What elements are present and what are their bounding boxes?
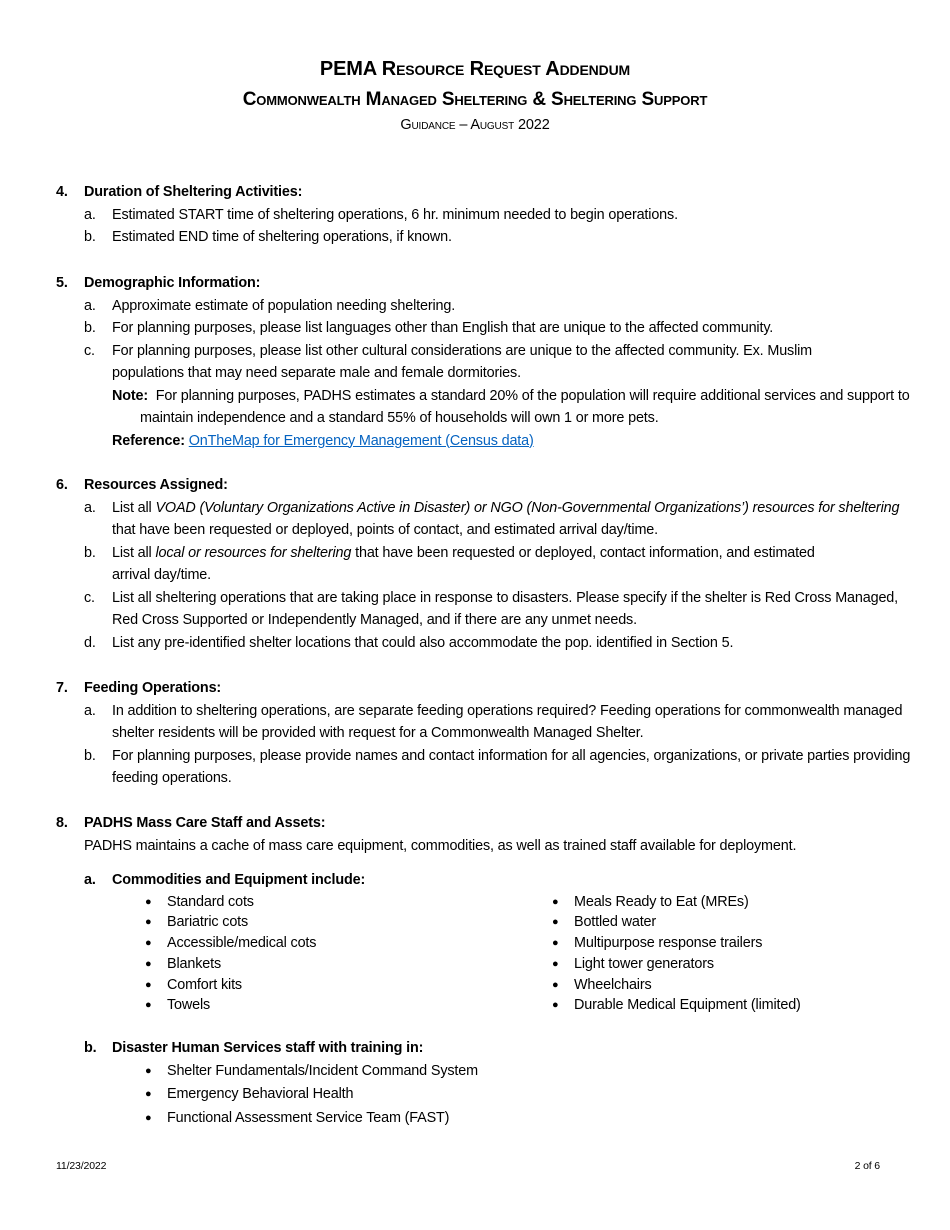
item-text: that have been requested or deployed, points of contact, and estimated arrival day/time. xyxy=(112,522,658,538)
item-text: List all sheltering operations that are taking place in response to disasters. Please specify if the shelter is Red Cross Managed, Red Cross Supported or Independently Managed, and if there are any unmet needs. xyxy=(112,589,899,628)
bullet-item xyxy=(552,933,926,954)
item-letter: a. xyxy=(84,499,96,516)
item-letter: b. xyxy=(84,1040,97,1057)
item-text: In addition to sheltering operations, are separate feeding operations required? Feeding operations for commonwealth managed shelter residents will be provided with request for a Commonwealth Managed Shelter. xyxy=(112,702,903,741)
section-number: 7. xyxy=(56,680,68,696)
reference-label: Reference: xyxy=(112,432,185,449)
bullet-item xyxy=(145,1107,926,1131)
note-text: For planning purposes, PADHS estimates a standard 20% of the population will require additional services and support to maintain independence and a standard 55% of households will own 1 or more pets. xyxy=(140,387,910,426)
bullet-text: Towels xyxy=(167,997,211,1014)
commodities-list xyxy=(112,892,926,1017)
list-item xyxy=(84,542,926,587)
bullet-icon: ● xyxy=(145,999,152,1012)
item-text: Estimated START time of sheltering operations, 6 hr. minimum needed to begin operations. xyxy=(112,206,678,223)
bullet-icon: ● xyxy=(145,978,152,991)
bullet-icon: ● xyxy=(145,1088,152,1101)
item-text: For planning purposes, please provide names and contact information for all agencies, organizations, or private parties providing feeding operations. xyxy=(112,747,911,786)
page-number: 2 of 6 xyxy=(854,1160,880,1172)
section-title: Resources Assigned: xyxy=(84,477,228,493)
guidance-date: Guidance – August 2022 xyxy=(400,117,550,133)
bullet-item xyxy=(145,933,519,954)
item-letter: a. xyxy=(84,872,96,888)
section-7 xyxy=(56,677,926,790)
bullet-text: Bottled water xyxy=(574,914,657,931)
bullet-icon: ● xyxy=(552,937,559,950)
item-letter: c. xyxy=(84,589,95,606)
list-item xyxy=(84,204,926,227)
item-letter: c. xyxy=(84,342,95,359)
section-8 xyxy=(56,812,926,1130)
bullet-item xyxy=(145,975,519,996)
bullet-text: Wheelchairs xyxy=(574,976,652,993)
reference xyxy=(112,430,926,453)
bullet-text: Meals Ready to Eat (MREs) xyxy=(574,893,749,910)
item-text: Estimated END time of sheltering operations, if known. xyxy=(112,229,452,245)
commodities-left-column xyxy=(112,892,519,1017)
note xyxy=(112,385,926,430)
bullet-icon: ● xyxy=(552,978,559,991)
training-list xyxy=(112,1060,926,1131)
section-5 xyxy=(56,272,926,452)
list-item xyxy=(84,632,926,655)
bullet-icon: ● xyxy=(145,1111,152,1124)
bullet-icon: ● xyxy=(552,957,559,970)
item-letter: a. xyxy=(84,702,96,719)
bullet-icon: ● xyxy=(145,957,152,970)
bullet-icon: ● xyxy=(552,895,559,908)
item-text: For planning purposes, please list languages other than English that are unique to the affected community. xyxy=(112,320,774,336)
item-letter: b. xyxy=(84,320,96,336)
footer-date: 11/23/2022 xyxy=(56,1160,107,1172)
bullet-icon: ● xyxy=(145,1064,152,1077)
item-emphasis: VOAD (Voluntary Organizations Active in Disaster) or NGO (Non-Governmental Organizations’) resources for sheltering xyxy=(155,499,900,516)
bullet-item xyxy=(552,975,926,996)
bullet-item xyxy=(552,912,926,933)
item-text: Approximate estimate of population needing sheltering. xyxy=(112,297,456,314)
bullet-icon: ● xyxy=(145,895,152,908)
item-text: List all xyxy=(112,544,156,561)
subsection-title: Commodities and Equipment include: xyxy=(112,872,366,888)
bullet-item xyxy=(145,912,519,933)
item-text: For planning purposes, please list other cultural considerations are unique to the affected community. Ex. Muslim populations that may need separate male and female dormitories. xyxy=(112,342,813,381)
section-6 xyxy=(56,474,926,654)
bullet-item xyxy=(145,1060,926,1084)
section-title: PADHS Mass Care Staff and Assets: xyxy=(84,815,326,831)
document-subtitle: Commonwealth Managed Sheltering & Sheltering Support xyxy=(242,89,708,110)
bullet-icon: ● xyxy=(552,999,559,1012)
section-title: Duration of Sheltering Activities: xyxy=(84,184,303,200)
bullet-text: Bariatric cots xyxy=(167,914,249,931)
section-title: Feeding Operations: xyxy=(84,680,222,696)
section-intro: PADHS maintains a cache of mass care equipment, commodities, as well as trained staff available for deployment. xyxy=(84,837,797,854)
section-number: 4. xyxy=(56,184,68,200)
bullet-icon: ● xyxy=(552,916,559,929)
bullet-item xyxy=(145,1083,926,1107)
section-number: 6. xyxy=(56,477,68,493)
onthemap-link[interactable]: OnTheMap for Emergency Management (Census data) xyxy=(188,432,534,449)
note-label: Note: xyxy=(112,387,149,404)
bullet-item xyxy=(552,954,926,975)
item-letter: a. xyxy=(84,297,96,314)
item-letter: a. xyxy=(84,206,96,223)
list-item xyxy=(84,497,926,542)
bullet-item xyxy=(145,954,519,975)
item-text: List any pre-identified shelter locations that could also accommodate the pop. identified in Section 5. xyxy=(112,634,734,651)
commodities-right-column xyxy=(519,892,926,1017)
list-item xyxy=(84,340,926,385)
list-item xyxy=(84,317,926,340)
item-letter: b. xyxy=(84,747,96,764)
item-text: List all xyxy=(112,499,156,516)
bullet-text: Emergency Behavioral Health xyxy=(167,1086,354,1103)
bullet-item xyxy=(145,995,519,1016)
bullet-text: Functional Assessment Service Team (FAST) xyxy=(167,1109,450,1126)
bullet-item xyxy=(145,892,519,913)
item-text: that have been requested or deployed, contact information, and estimated arrival day/time. xyxy=(112,544,815,583)
bullet-text: Accessible/medical cots xyxy=(167,935,317,952)
bullet-icon: ● xyxy=(145,937,152,950)
bullet-text: Durable Medical Equipment (limited) xyxy=(574,997,801,1014)
bullet-text: Standard cots xyxy=(167,893,254,910)
list-item xyxy=(84,700,926,745)
list-item xyxy=(84,226,926,249)
bullet-item xyxy=(552,995,926,1016)
subsection-title: Disaster Human Services staff with training in: xyxy=(112,1040,424,1057)
item-letter: b. xyxy=(84,544,96,561)
item-emphasis: local or resources for sheltering xyxy=(155,544,352,561)
list-item xyxy=(84,587,926,632)
list-item xyxy=(84,295,926,318)
section-4 xyxy=(56,181,926,249)
section-number: 5. xyxy=(56,275,68,291)
item-letter: b. xyxy=(84,229,96,245)
bullet-text: Light tower generators xyxy=(574,955,714,972)
bullet-text: Comfort kits xyxy=(167,976,242,993)
section-title: Demographic Information: xyxy=(84,275,261,291)
bullet-text: Multipurpose response trailers xyxy=(574,935,763,952)
item-letter: d. xyxy=(84,634,96,651)
bullet-icon: ● xyxy=(145,916,152,929)
list-item xyxy=(84,745,926,790)
section-number: 8. xyxy=(56,815,68,831)
bullet-item xyxy=(552,892,926,913)
bullet-text: Blankets xyxy=(167,955,221,972)
bullet-text: Shelter Fundamentals/Incident Command System xyxy=(167,1062,478,1079)
document-title: PEMA Resource Request Addendum xyxy=(319,58,631,80)
